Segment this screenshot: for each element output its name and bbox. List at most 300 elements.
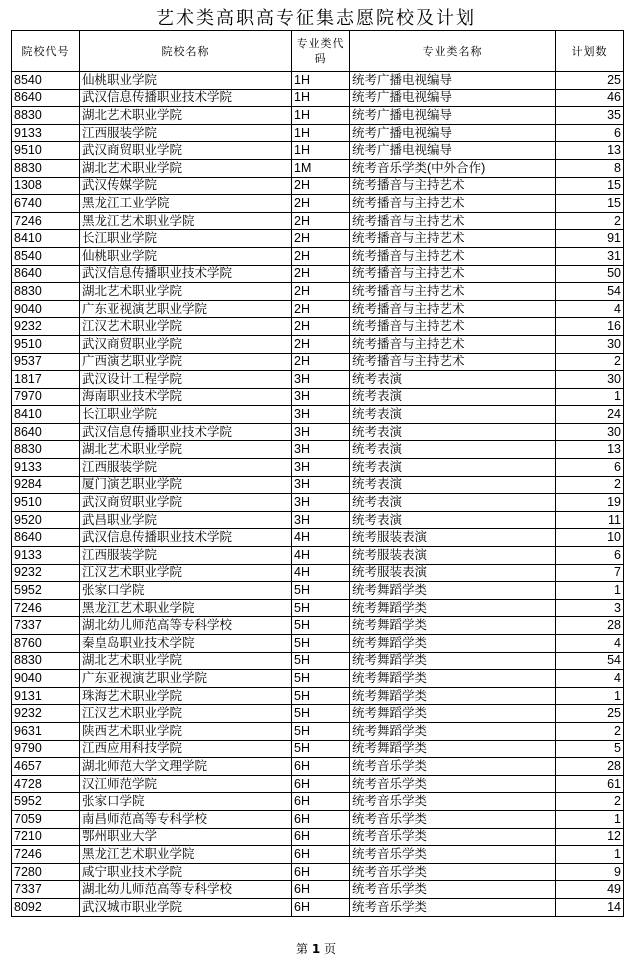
major-code-cell: 2H xyxy=(292,195,350,213)
major-name-cell: 统考表演 xyxy=(350,423,556,441)
school-name-cell: 珠海艺术职业学院 xyxy=(80,687,292,705)
major-name-cell: 统考服装表演 xyxy=(350,564,556,582)
major-name-cell: 统考舞蹈学类 xyxy=(350,582,556,600)
school-name-cell: 湖北艺术职业学院 xyxy=(80,652,292,670)
school-code-cell: 9520 xyxy=(12,511,80,529)
major-name-cell: 统考音乐学类 xyxy=(350,775,556,793)
major-code-cell: 6H xyxy=(292,758,350,776)
major-name-cell: 统考音乐学类(中外合作) xyxy=(350,159,556,177)
table-row xyxy=(12,722,624,740)
school-code-cell: 8830 xyxy=(12,652,80,670)
major-name-cell: 统考表演 xyxy=(350,441,556,459)
school-name-cell: 湖北师范大学文理学院 xyxy=(80,758,292,776)
major-code-cell: 3H xyxy=(292,406,350,424)
plan-count-cell: 2 xyxy=(556,212,624,230)
major-name-cell: 统考广播电视编导 xyxy=(350,124,556,142)
school-code-cell: 9232 xyxy=(12,705,80,723)
school-name-cell: 武汉设计工程学院 xyxy=(80,371,292,389)
school-code-cell: 9040 xyxy=(12,300,80,318)
major-name-cell: 统考舞蹈学类 xyxy=(350,705,556,723)
plan-count-cell: 25 xyxy=(556,705,624,723)
major-name-cell: 统考音乐学类 xyxy=(350,758,556,776)
table-row xyxy=(12,810,624,828)
major-code-cell: 5H xyxy=(292,722,350,740)
page-title: 艺术类高职高专征集志愿院校及计划 xyxy=(156,8,476,29)
plan-count-cell: 5 xyxy=(556,740,624,758)
school-code-cell: 8410 xyxy=(12,230,80,248)
table-row xyxy=(12,177,624,195)
major-code-cell: 4H xyxy=(292,547,350,565)
major-code-cell: 2H xyxy=(292,283,350,301)
major-code-cell: 3H xyxy=(292,423,350,441)
school-name-cell: 长江职业学院 xyxy=(80,230,292,248)
school-code-cell: 1308 xyxy=(12,177,80,195)
school-name-cell: 武汉商贸职业学院 xyxy=(80,142,292,160)
enrollment-table xyxy=(11,30,624,917)
major-code-cell: 1M xyxy=(292,159,350,177)
table-row xyxy=(12,617,624,635)
plan-count-cell: 9 xyxy=(556,863,624,881)
school-name-cell: 长江职业学院 xyxy=(80,406,292,424)
table-row xyxy=(12,687,624,705)
school-name-cell: 湖北艺术职业学院 xyxy=(80,441,292,459)
school-name-cell: 厦门演艺职业学院 xyxy=(80,476,292,494)
major-code-cell: 3H xyxy=(292,459,350,477)
school-code-cell: 1817 xyxy=(12,371,80,389)
table-row xyxy=(12,195,624,213)
major-code-cell: 5H xyxy=(292,617,350,635)
major-name-cell: 统考广播电视编导 xyxy=(350,142,556,160)
table-row xyxy=(12,758,624,776)
table-row xyxy=(12,476,624,494)
table-row xyxy=(12,388,624,406)
table-row xyxy=(12,283,624,301)
school-code-cell: 8640 xyxy=(12,265,80,283)
plan-count-cell: 4 xyxy=(556,635,624,653)
major-name-cell: 统考舞蹈学类 xyxy=(350,635,556,653)
plan-count-cell: 30 xyxy=(556,423,624,441)
school-name-cell: 张家口学院 xyxy=(80,582,292,600)
major-name-cell: 统考表演 xyxy=(350,476,556,494)
major-code-cell: 6H xyxy=(292,863,350,881)
table-row xyxy=(12,107,624,125)
school-code-cell: 8830 xyxy=(12,283,80,301)
plan-count-cell: 15 xyxy=(556,177,624,195)
plan-count-cell: 19 xyxy=(556,494,624,512)
plan-count-cell: 1 xyxy=(556,687,624,705)
plan-count-cell: 1 xyxy=(556,810,624,828)
school-name-cell: 武汉城市职业学院 xyxy=(80,898,292,916)
school-code-cell: 4728 xyxy=(12,775,80,793)
school-name-cell: 黑龙江艺术职业学院 xyxy=(80,212,292,230)
major-code-cell: 2H xyxy=(292,353,350,371)
plan-count-cell: 3 xyxy=(556,599,624,617)
school-code-cell: 7337 xyxy=(12,881,80,899)
major-code-cell: 3H xyxy=(292,476,350,494)
plan-count-cell: 4 xyxy=(556,670,624,688)
major-code-cell: 2H xyxy=(292,335,350,353)
school-code-cell: 8640 xyxy=(12,423,80,441)
major-name-cell: 统考舞蹈学类 xyxy=(350,617,556,635)
school-name-cell: 江西应用科技学院 xyxy=(80,740,292,758)
table-row xyxy=(12,265,624,283)
table-row xyxy=(12,230,624,248)
major-code-cell: 5H xyxy=(292,687,350,705)
plan-count-cell: 54 xyxy=(556,283,624,301)
plan-count-cell: 46 xyxy=(556,89,624,107)
major-name-cell: 统考播音与主持艺术 xyxy=(350,212,556,230)
footer-suffix: 页 xyxy=(324,942,337,956)
school-code-cell: 9510 xyxy=(12,494,80,512)
table-row xyxy=(12,423,624,441)
table-row xyxy=(12,599,624,617)
major-name-cell: 统考音乐学类 xyxy=(350,810,556,828)
school-name-cell: 江汉艺术职业学院 xyxy=(80,564,292,582)
school-name-cell: 广西演艺职业学院 xyxy=(80,353,292,371)
major-code-cell: 6H xyxy=(292,828,350,846)
school-code-cell: 8830 xyxy=(12,441,80,459)
plan-count-cell: 2 xyxy=(556,722,624,740)
school-name-cell: 武昌职业学院 xyxy=(80,511,292,529)
major-code-cell: 4H xyxy=(292,564,350,582)
plan-count-cell: 15 xyxy=(556,195,624,213)
school-code-cell: 7280 xyxy=(12,863,80,881)
major-code-cell: 6H xyxy=(292,793,350,811)
table-row xyxy=(12,406,624,424)
major-code-cell: 3H xyxy=(292,371,350,389)
major-code-cell: 1H xyxy=(292,107,350,125)
page-number: 1 xyxy=(311,942,321,956)
major-name-cell: 统考播音与主持艺术 xyxy=(350,283,556,301)
major-code-cell: 3H xyxy=(292,441,350,459)
school-name-cell: 陕西艺术职业学院 xyxy=(80,722,292,740)
plan-count-cell: 13 xyxy=(556,142,624,160)
school-name-cell: 黑龙江工业学院 xyxy=(80,195,292,213)
table-row xyxy=(12,846,624,864)
school-code-cell: 6740 xyxy=(12,195,80,213)
major-name-cell: 统考服装表演 xyxy=(350,529,556,547)
school-code-cell: 9284 xyxy=(12,476,80,494)
plan-count-cell: 54 xyxy=(556,652,624,670)
table-row xyxy=(12,705,624,723)
plan-count-cell: 49 xyxy=(556,881,624,899)
school-code-cell: 5952 xyxy=(12,582,80,600)
plan-count-cell: 25 xyxy=(556,72,624,90)
table-row xyxy=(12,212,624,230)
plan-count-cell: 6 xyxy=(556,547,624,565)
table-row xyxy=(12,89,624,107)
major-name-cell: 统考广播电视编导 xyxy=(350,107,556,125)
major-name-cell: 统考音乐学类 xyxy=(350,828,556,846)
major-code-cell: 6H xyxy=(292,898,350,916)
school-name-cell: 海南职业技术学院 xyxy=(80,388,292,406)
major-code-cell: 5H xyxy=(292,652,350,670)
table-row xyxy=(12,547,624,565)
table-row xyxy=(12,775,624,793)
table-row xyxy=(12,318,624,336)
school-code-cell: 7970 xyxy=(12,388,80,406)
plan-count-cell: 28 xyxy=(556,758,624,776)
school-code-cell: 8540 xyxy=(12,72,80,90)
major-code-cell: 5H xyxy=(292,599,350,617)
school-name-cell: 江西服装学院 xyxy=(80,547,292,565)
major-name-cell: 统考表演 xyxy=(350,406,556,424)
plan-count-cell: 61 xyxy=(556,775,624,793)
major-code-cell: 3H xyxy=(292,511,350,529)
school-name-cell: 咸宁职业技术学院 xyxy=(80,863,292,881)
school-name-cell: 湖北艺术职业学院 xyxy=(80,283,292,301)
school-name-cell: 鄂州职业大学 xyxy=(80,828,292,846)
plan-count-cell: 13 xyxy=(556,441,624,459)
school-code-cell: 8410 xyxy=(12,406,80,424)
school-name-cell: 仙桃职业学院 xyxy=(80,72,292,90)
table-header-row xyxy=(12,31,624,72)
table-row xyxy=(12,300,624,318)
table-row xyxy=(12,72,624,90)
school-code-cell: 9537 xyxy=(12,353,80,371)
school-code-cell: 7246 xyxy=(12,599,80,617)
plan-count-cell: 16 xyxy=(556,318,624,336)
school-code-cell: 9133 xyxy=(12,459,80,477)
major-name-cell: 统考播音与主持艺术 xyxy=(350,300,556,318)
plan-count-cell: 28 xyxy=(556,617,624,635)
major-name-cell: 统考音乐学类 xyxy=(350,863,556,881)
school-code-cell: 8640 xyxy=(12,529,80,547)
major-name-cell: 统考音乐学类 xyxy=(350,846,556,864)
page-footer xyxy=(0,940,632,957)
major-code-cell: 3H xyxy=(292,494,350,512)
plan-count-cell: 1 xyxy=(556,846,624,864)
school-code-cell: 9510 xyxy=(12,142,80,160)
header-plan: 计划数 xyxy=(556,31,624,72)
major-name-cell: 统考音乐学类 xyxy=(350,898,556,916)
school-name-cell: 广东亚视演艺职业学院 xyxy=(80,670,292,688)
major-name-cell: 统考广播电视编导 xyxy=(350,72,556,90)
plan-count-cell: 91 xyxy=(556,230,624,248)
major-name-cell: 统考表演 xyxy=(350,459,556,477)
school-code-cell: 9133 xyxy=(12,124,80,142)
major-name-cell: 统考舞蹈学类 xyxy=(350,652,556,670)
major-name-cell: 统考服装表演 xyxy=(350,547,556,565)
table-row xyxy=(12,159,624,177)
header-code: 院校代号 xyxy=(12,31,80,72)
plan-count-cell: 24 xyxy=(556,406,624,424)
major-name-cell: 统考广播电视编导 xyxy=(350,89,556,107)
school-name-cell: 武汉信息传播职业技术学院 xyxy=(80,89,292,107)
school-name-cell: 黑龙江艺术职业学院 xyxy=(80,599,292,617)
school-name-cell: 武汉信息传播职业技术学院 xyxy=(80,529,292,547)
table-row xyxy=(12,494,624,512)
major-code-cell: 6H xyxy=(292,775,350,793)
table-row xyxy=(12,740,624,758)
header-major-code: 专业类代码 xyxy=(292,31,350,72)
major-code-cell: 2H xyxy=(292,265,350,283)
table-row xyxy=(12,670,624,688)
table-row xyxy=(12,564,624,582)
school-name-cell: 武汉信息传播职业技术学院 xyxy=(80,423,292,441)
school-code-cell: 8830 xyxy=(12,107,80,125)
plan-count-cell: 30 xyxy=(556,335,624,353)
major-code-cell: 1H xyxy=(292,142,350,160)
table-row xyxy=(12,529,624,547)
table-row xyxy=(12,459,624,477)
school-code-cell: 9131 xyxy=(12,687,80,705)
major-code-cell: 2H xyxy=(292,212,350,230)
plan-count-cell: 1 xyxy=(556,388,624,406)
major-code-cell: 5H xyxy=(292,670,350,688)
major-name-cell: 统考播音与主持艺术 xyxy=(350,318,556,336)
plan-count-cell: 10 xyxy=(556,529,624,547)
school-name-cell: 黑龙江艺术职业学院 xyxy=(80,846,292,864)
school-name-cell: 湖北艺术职业学院 xyxy=(80,107,292,125)
table-body xyxy=(12,72,624,917)
major-name-cell: 统考音乐学类 xyxy=(350,881,556,899)
plan-count-cell: 6 xyxy=(556,459,624,477)
major-code-cell: 6H xyxy=(292,881,350,899)
school-name-cell: 广东亚视演艺职业学院 xyxy=(80,300,292,318)
major-name-cell: 统考舞蹈学类 xyxy=(350,740,556,758)
table-row xyxy=(12,898,624,916)
major-code-cell: 3H xyxy=(292,388,350,406)
major-name-cell: 统考舞蹈学类 xyxy=(350,722,556,740)
plan-count-cell: 11 xyxy=(556,511,624,529)
major-name-cell: 统考播音与主持艺术 xyxy=(350,177,556,195)
plan-count-cell: 4 xyxy=(556,300,624,318)
table-row xyxy=(12,335,624,353)
school-name-cell: 武汉商贸职业学院 xyxy=(80,335,292,353)
plan-count-cell: 31 xyxy=(556,247,624,265)
school-name-cell: 江西服装学院 xyxy=(80,459,292,477)
school-code-cell: 5952 xyxy=(12,793,80,811)
plan-count-cell: 35 xyxy=(556,107,624,125)
table-row xyxy=(12,828,624,846)
major-code-cell: 5H xyxy=(292,705,350,723)
table-row xyxy=(12,582,624,600)
school-name-cell: 张家口学院 xyxy=(80,793,292,811)
school-code-cell: 9232 xyxy=(12,318,80,336)
school-name-cell: 武汉信息传播职业技术学院 xyxy=(80,265,292,283)
school-name-cell: 江西服装学院 xyxy=(80,124,292,142)
major-name-cell: 统考表演 xyxy=(350,511,556,529)
major-name-cell: 统考舞蹈学类 xyxy=(350,687,556,705)
plan-count-cell: 2 xyxy=(556,476,624,494)
major-name-cell: 统考舞蹈学类 xyxy=(350,670,556,688)
school-code-cell: 8092 xyxy=(12,898,80,916)
major-code-cell: 5H xyxy=(292,740,350,758)
major-name-cell: 统考播音与主持艺术 xyxy=(350,353,556,371)
major-code-cell: 6H xyxy=(292,846,350,864)
table-row xyxy=(12,863,624,881)
school-code-cell: 9040 xyxy=(12,670,80,688)
school-code-cell: 9133 xyxy=(12,547,80,565)
major-code-cell: 5H xyxy=(292,582,350,600)
plan-count-cell: 2 xyxy=(556,353,624,371)
major-code-cell: 2H xyxy=(292,177,350,195)
school-code-cell: 9790 xyxy=(12,740,80,758)
school-code-cell: 8760 xyxy=(12,635,80,653)
table-row xyxy=(12,142,624,160)
major-name-cell: 统考表演 xyxy=(350,494,556,512)
table-row xyxy=(12,371,624,389)
major-name-cell: 统考表演 xyxy=(350,371,556,389)
major-name-cell: 统考舞蹈学类 xyxy=(350,599,556,617)
school-name-cell: 湖北幼儿师范高等专科学校 xyxy=(80,617,292,635)
school-name-cell: 武汉传媒学院 xyxy=(80,177,292,195)
school-code-cell: 9631 xyxy=(12,722,80,740)
school-name-cell: 江汉艺术职业学院 xyxy=(80,705,292,723)
table-row xyxy=(12,511,624,529)
school-name-cell: 湖北艺术职业学院 xyxy=(80,159,292,177)
plan-count-cell: 12 xyxy=(556,828,624,846)
major-code-cell: 1H xyxy=(292,72,350,90)
major-name-cell: 统考音乐学类 xyxy=(350,793,556,811)
footer-prefix: 第 xyxy=(295,942,308,956)
school-code-cell: 7246 xyxy=(12,846,80,864)
major-code-cell: 5H xyxy=(292,635,350,653)
major-name-cell: 统考播音与主持艺术 xyxy=(350,230,556,248)
header-name: 院校名称 xyxy=(80,31,292,72)
plan-count-cell: 8 xyxy=(556,159,624,177)
school-code-cell: 7059 xyxy=(12,810,80,828)
table-row xyxy=(12,881,624,899)
major-code-cell: 2H xyxy=(292,247,350,265)
school-code-cell: 4657 xyxy=(12,758,80,776)
plan-count-cell: 2 xyxy=(556,793,624,811)
plan-count-cell: 6 xyxy=(556,124,624,142)
plan-count-cell: 1 xyxy=(556,582,624,600)
school-name-cell: 仙桃职业学院 xyxy=(80,247,292,265)
table-row xyxy=(12,652,624,670)
table-row xyxy=(12,441,624,459)
school-code-cell: 8830 xyxy=(12,159,80,177)
school-code-cell: 8640 xyxy=(12,89,80,107)
major-name-cell: 统考表演 xyxy=(350,388,556,406)
major-code-cell: 2H xyxy=(292,318,350,336)
major-code-cell: 2H xyxy=(292,230,350,248)
school-name-cell: 秦皇岛职业技术学院 xyxy=(80,635,292,653)
major-name-cell: 统考播音与主持艺术 xyxy=(350,335,556,353)
table-row xyxy=(12,635,624,653)
school-name-cell: 武汉商贸职业学院 xyxy=(80,494,292,512)
school-code-cell: 7246 xyxy=(12,212,80,230)
table-row xyxy=(12,793,624,811)
major-code-cell: 2H xyxy=(292,300,350,318)
plan-count-cell: 14 xyxy=(556,898,624,916)
school-code-cell: 7210 xyxy=(12,828,80,846)
major-code-cell: 1H xyxy=(292,124,350,142)
major-name-cell: 统考播音与主持艺术 xyxy=(350,195,556,213)
school-code-cell: 7337 xyxy=(12,617,80,635)
table-row xyxy=(12,247,624,265)
table-row xyxy=(12,353,624,371)
major-name-cell: 统考播音与主持艺术 xyxy=(350,265,556,283)
school-code-cell: 8540 xyxy=(12,247,80,265)
major-code-cell: 6H xyxy=(292,810,350,828)
school-name-cell: 湖北幼儿师范高等专科学校 xyxy=(80,881,292,899)
school-name-cell: 江汉艺术职业学院 xyxy=(80,318,292,336)
school-code-cell: 9232 xyxy=(12,564,80,582)
school-code-cell: 9510 xyxy=(12,335,80,353)
major-code-cell: 4H xyxy=(292,529,350,547)
plan-count-cell: 30 xyxy=(556,371,624,389)
school-name-cell: 南昌师范高等专科学校 xyxy=(80,810,292,828)
plan-count-cell: 7 xyxy=(556,564,624,582)
plan-count-cell: 50 xyxy=(556,265,624,283)
school-name-cell: 汉江师范学院 xyxy=(80,775,292,793)
table-row xyxy=(12,124,624,142)
major-name-cell: 统考播音与主持艺术 xyxy=(350,247,556,265)
header-major-name: 专业类名称 xyxy=(350,31,556,72)
